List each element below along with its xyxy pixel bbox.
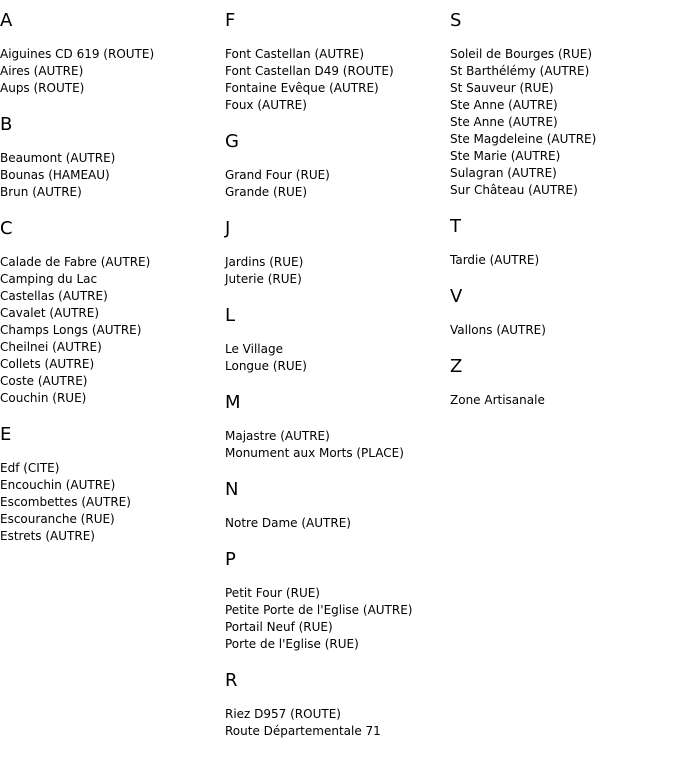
list-item <box>225 445 450 462</box>
list-item <box>225 358 450 375</box>
list-item <box>450 63 675 80</box>
street-list <box>0 150 225 201</box>
letter-heading: G <box>225 131 239 152</box>
street-link[interactable]: Fontaine Evêque (AUTRE) <box>225 81 379 95</box>
street-link[interactable]: Edf (CITE) <box>0 461 60 475</box>
street-link[interactable]: Brun (AUTRE) <box>0 185 82 199</box>
letter-heading: F <box>225 10 236 31</box>
list-item <box>450 80 675 97</box>
street-list <box>450 322 675 339</box>
letter-group-c <box>0 218 225 407</box>
list-item <box>0 511 225 528</box>
street-link[interactable]: Couchin (RUE) <box>0 391 87 405</box>
list-item <box>225 619 450 636</box>
street-link[interactable]: Cavalet (AUTRE) <box>0 306 100 320</box>
letter-group-s <box>450 10 675 199</box>
street-list <box>450 252 675 269</box>
street-link[interactable]: Aups (ROUTE) <box>0 81 85 95</box>
list-item <box>450 165 675 182</box>
list-item <box>225 46 450 63</box>
street-link[interactable]: Petite Porte de l'Eglise (AUTRE) <box>225 603 413 617</box>
column-3 <box>450 10 675 426</box>
street-list <box>225 341 450 375</box>
street-link[interactable]: Camping du Lac <box>0 272 98 286</box>
street-link[interactable]: Riez D957 (ROUTE) <box>225 707 341 721</box>
street-list <box>225 515 450 532</box>
list-item <box>450 97 675 114</box>
column-1 <box>0 10 225 562</box>
street-link[interactable]: Coste (AUTRE) <box>0 374 88 388</box>
list-item <box>450 322 675 339</box>
street-link[interactable]: Sur Château (AUTRE) <box>450 183 578 197</box>
list-item <box>0 63 225 80</box>
street-link[interactable]: Ste Anne (AUTRE) <box>450 98 558 112</box>
list-item <box>450 131 675 148</box>
list-item <box>225 602 450 619</box>
letter-group-j <box>225 218 450 288</box>
list-item <box>0 167 225 184</box>
list-item <box>0 271 225 288</box>
street-link[interactable]: St Sauveur (RUE) <box>450 81 554 95</box>
street-link[interactable]: Font Castellan (AUTRE) <box>225 47 365 61</box>
street-link[interactable]: Sulagran (AUTRE) <box>450 166 557 180</box>
street-link[interactable]: Ste Anne (AUTRE) <box>450 115 558 129</box>
letter-group-p <box>225 549 450 653</box>
letter-heading: M <box>225 392 241 413</box>
list-item <box>0 305 225 322</box>
street-link[interactable]: Petit Four (RUE) <box>225 586 320 600</box>
letter-heading: V <box>450 286 463 307</box>
street-link[interactable]: Portail Neuf (RUE) <box>225 620 333 634</box>
list-item <box>225 515 450 532</box>
street-link[interactable]: Cheilnei (AUTRE) <box>0 340 102 354</box>
street-list <box>225 428 450 462</box>
street-link[interactable]: Collets (AUTRE) <box>0 357 95 371</box>
street-link[interactable]: Escouranche (RUE) <box>0 512 115 526</box>
letter-group-b <box>0 114 225 201</box>
list-item <box>225 97 450 114</box>
list-item <box>0 390 225 407</box>
list-item <box>0 373 225 390</box>
street-list <box>225 254 450 288</box>
street-list <box>225 706 450 740</box>
street-link[interactable]: Estrets (AUTRE) <box>0 529 95 543</box>
letter-group-r <box>225 670 450 740</box>
list-item <box>225 585 450 602</box>
street-link[interactable]: Soleil de Bourges (RUE) <box>450 47 593 61</box>
letter-heading: Z <box>450 356 463 377</box>
street-link[interactable]: Zone Artisanale <box>450 393 545 407</box>
list-item <box>225 636 450 653</box>
street-link[interactable]: Escombettes (AUTRE) <box>0 495 131 509</box>
list-item <box>450 252 675 269</box>
street-link[interactable]: Ste Magdeleine (AUTRE) <box>450 132 597 146</box>
list-item <box>0 46 225 63</box>
list-item <box>0 254 225 271</box>
list-item <box>0 460 225 477</box>
street-link[interactable]: Monument aux Morts (PLACE) <box>225 446 404 460</box>
street-link[interactable]: Beaumont (AUTRE) <box>0 151 116 165</box>
street-link[interactable]: Encouchin (AUTRE) <box>0 478 116 492</box>
letter-heading: N <box>225 479 239 500</box>
letter-heading: P <box>225 549 236 570</box>
list-item <box>0 80 225 97</box>
list-item <box>225 63 450 80</box>
list-item <box>225 723 450 740</box>
list-item <box>0 477 225 494</box>
street-link[interactable]: Calade de Fabre (AUTRE) <box>0 255 151 269</box>
street-list <box>225 167 450 201</box>
list-item <box>0 494 225 511</box>
letter-heading: A <box>0 10 13 31</box>
letter-heading: R <box>225 670 238 691</box>
street-list <box>0 46 225 97</box>
letter-group-g <box>225 131 450 201</box>
list-item <box>450 148 675 165</box>
street-link[interactable]: Aiguines CD 619 (ROUTE) <box>0 47 155 61</box>
letter-heading: T <box>450 216 461 237</box>
street-link[interactable]: Route Départementale 71 <box>225 724 381 738</box>
list-item <box>0 339 225 356</box>
list-item <box>0 356 225 373</box>
street-link[interactable]: Vallons (AUTRE) <box>450 323 546 337</box>
list-item <box>225 271 450 288</box>
street-link[interactable]: Le Village <box>225 342 283 356</box>
letter-heading: L <box>225 305 236 326</box>
list-item <box>0 528 225 545</box>
list-item <box>225 706 450 723</box>
list-item <box>225 80 450 97</box>
letter-heading: J <box>225 218 231 239</box>
street-list <box>225 46 450 114</box>
list-item <box>225 167 450 184</box>
street-link[interactable]: Jardins (RUE) <box>225 255 304 269</box>
list-item <box>450 392 675 409</box>
letter-heading: C <box>0 218 13 239</box>
list-item <box>450 46 675 63</box>
street-list <box>450 392 675 409</box>
street-link[interactable]: Foux (AUTRE) <box>225 98 307 112</box>
letter-group-a <box>0 10 225 97</box>
letter-heading: B <box>0 114 13 135</box>
list-item <box>450 182 675 199</box>
street-list <box>0 254 225 407</box>
street-link[interactable]: Castellas (AUTRE) <box>0 289 108 303</box>
letter-group-f <box>225 10 450 114</box>
street-link[interactable]: Font Castellan D49 (ROUTE) <box>225 64 394 78</box>
list-item <box>0 150 225 167</box>
street-link[interactable]: St Barthélémy (AUTRE) <box>450 64 590 78</box>
letter-group-n <box>225 479 450 532</box>
street-link[interactable]: Champs Longs (AUTRE) <box>0 323 142 337</box>
street-link[interactable]: Tardie (AUTRE) <box>450 253 540 267</box>
list-item <box>0 288 225 305</box>
street-list <box>450 46 675 199</box>
letter-group-t <box>450 216 675 269</box>
street-list <box>0 460 225 545</box>
street-link[interactable]: Juterie (RUE) <box>225 272 302 286</box>
street-link[interactable]: Bounas (HAMEAU) <box>0 168 110 182</box>
street-link[interactable]: Majastre (AUTRE) <box>225 429 330 443</box>
street-link[interactable]: Porte de l'Eglise (RUE) <box>225 637 359 651</box>
street-link[interactable]: Grand Four (RUE) <box>225 168 330 182</box>
list-item <box>450 114 675 131</box>
column-2 <box>225 10 450 757</box>
street-link[interactable]: Notre Dame (AUTRE) <box>225 516 351 530</box>
list-item <box>225 184 450 201</box>
street-list <box>225 585 450 653</box>
list-item <box>225 341 450 358</box>
letter-group-v <box>450 286 675 339</box>
list-item <box>0 322 225 339</box>
street-link[interactable]: Grande (RUE) <box>225 185 308 199</box>
street-link[interactable]: Aires (AUTRE) <box>0 64 84 78</box>
letter-heading: E <box>0 424 12 445</box>
letter-group-m <box>225 392 450 462</box>
letter-heading: S <box>450 10 462 31</box>
letter-group-z <box>450 356 675 409</box>
letter-group-l <box>225 305 450 375</box>
street-link[interactable]: Longue (RUE) <box>225 359 307 373</box>
list-item <box>225 428 450 445</box>
list-item <box>0 184 225 201</box>
street-link[interactable]: Ste Marie (AUTRE) <box>450 149 561 163</box>
list-item <box>225 254 450 271</box>
letter-group-e <box>0 424 225 545</box>
